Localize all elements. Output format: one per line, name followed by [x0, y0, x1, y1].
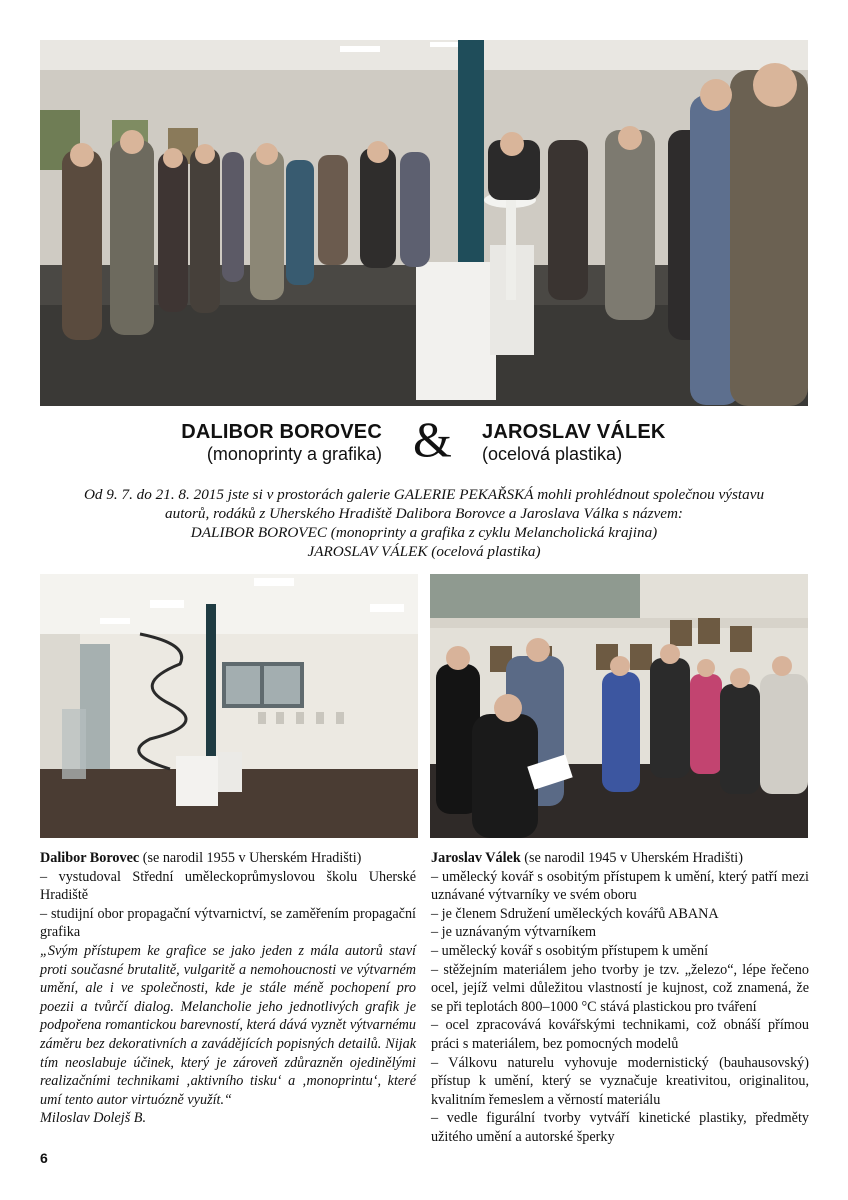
- page-number: 6: [40, 1150, 48, 1166]
- intro-line: autorů, rodáků z Uherského Hradiště Dalibora Borovce a Jaroslava Válka s názvem:: [165, 505, 683, 522]
- bio-item: – vystudoval Střední uměleckoprůmyslovou školu Uherské Hradiště: [40, 868, 416, 904]
- valek-bio-header: [431, 849, 809, 868]
- right-artist-name: JAROSLAV VÁLEK: [482, 421, 666, 443]
- bio-item: – vedle figurální tvorby vytváří kinetické plastiky, předměty užitého umění a autorské šperky: [431, 1110, 809, 1145]
- bio-item: – ocel zpracovává kovářskými technikami, což obnáší přímou práci s materiálem, bez pomocných modelů: [431, 1017, 809, 1052]
- right-artist-medium: (ocelová plastika): [482, 444, 623, 464]
- valek-bio-name: Jaroslav Válek: [431, 850, 521, 866]
- borovec-bio-header: [40, 849, 416, 868]
- opening-speech-photo: [430, 574, 808, 838]
- ampersand: &: [413, 411, 452, 467]
- critic-quote: „Svým přístupem ke grafice se jako jeden z mála autorů staví proti současné brutalitě, vulgaritě a nemohoucnosti ve výtvarném umění, ale i ve společnosti, kde je stále méně pochopení pro poezii a tvůrčí dialog. Melancholie jeho jednotlivých grafik je podpořena romantickou barevností, která dává vyznět výtvarnému záměru bez dekorativních a zavádějících popisných detailů. Nijak tím neoslabuje účinek, který je zároveň zdůrazněn ojedinělými realizačními technikami ‚aktivního tisku‘ a ‚monoprintu‘, které umí tento autor virtuózně využít.“: [40, 942, 416, 1108]
- left-artist-medium: (monoprinty a grafika): [206, 444, 382, 464]
- gallery-crowd-photo: [40, 40, 808, 406]
- valek-bio-dates: (se narodil 1945 v Uherském Hradišti): [520, 850, 743, 866]
- intro-line: DALIBOR BOROVEC (monoprinty a grafika z cyklu Melancholická krajina): [190, 524, 658, 541]
- intro-line: JAROSLAV VÁLEK (ocelová plastika): [307, 543, 541, 560]
- borovec-bio-dates: (se narodil 1955 v Uherském Hradišti): [139, 850, 362, 866]
- bio-item: – je členem Sdružení uměleckých kovářů ABANA: [431, 905, 719, 922]
- borovec-bio-name: Dalibor Borovec: [40, 850, 140, 866]
- bio-item: – umělecký kovář s osobitým přístupem k umění: [431, 942, 709, 959]
- bio-item: – stěžejním materiálem jeho tvorby je tzv. „železo“, lépe řečeno ocel, jejíž velmi důležitou vlastností je kujnost, což znamená, že se při teplotách 800–1000 °C stává plastickou pro tváření: [431, 961, 809, 1015]
- gallery-interior-photo: [40, 574, 418, 838]
- bio-item: – umělecký kovář s osobitým přístupem k umění, který patří mezi uznávané výtvarníky ve svém oboru: [431, 868, 809, 904]
- left-artist-name: DALIBOR BOROVEC: [181, 421, 382, 443]
- quote-signature: Miloslav Dolejš B.: [40, 1110, 146, 1127]
- intro-line: Od 9. 7. do 21. 8. 2015 jste si v prostorách galerie GALERIE PEKAŘSKÁ mohli prohlédnout společnou výstavu: [83, 486, 765, 503]
- bio-item: – je uznávaným výtvarníkem: [431, 924, 597, 941]
- right-artist-heading: [482, 421, 666, 465]
- left-artist-heading: [181, 421, 382, 465]
- exhibition-intro: [40, 485, 808, 561]
- bio-item: – Válkovu naturelu vyhovuje modernistický (bauhausovský) přístup k umění, který se vyznačuje kreativitou, originalitou, kvalitním řemeslem a věrností materiálu: [431, 1054, 809, 1108]
- valek-bio-column: [431, 849, 809, 1147]
- borovec-bio-column: [40, 849, 416, 1128]
- bio-item: – studijní obor propagační výtvarnictví, se zaměřením propagační grafika: [40, 905, 416, 941]
